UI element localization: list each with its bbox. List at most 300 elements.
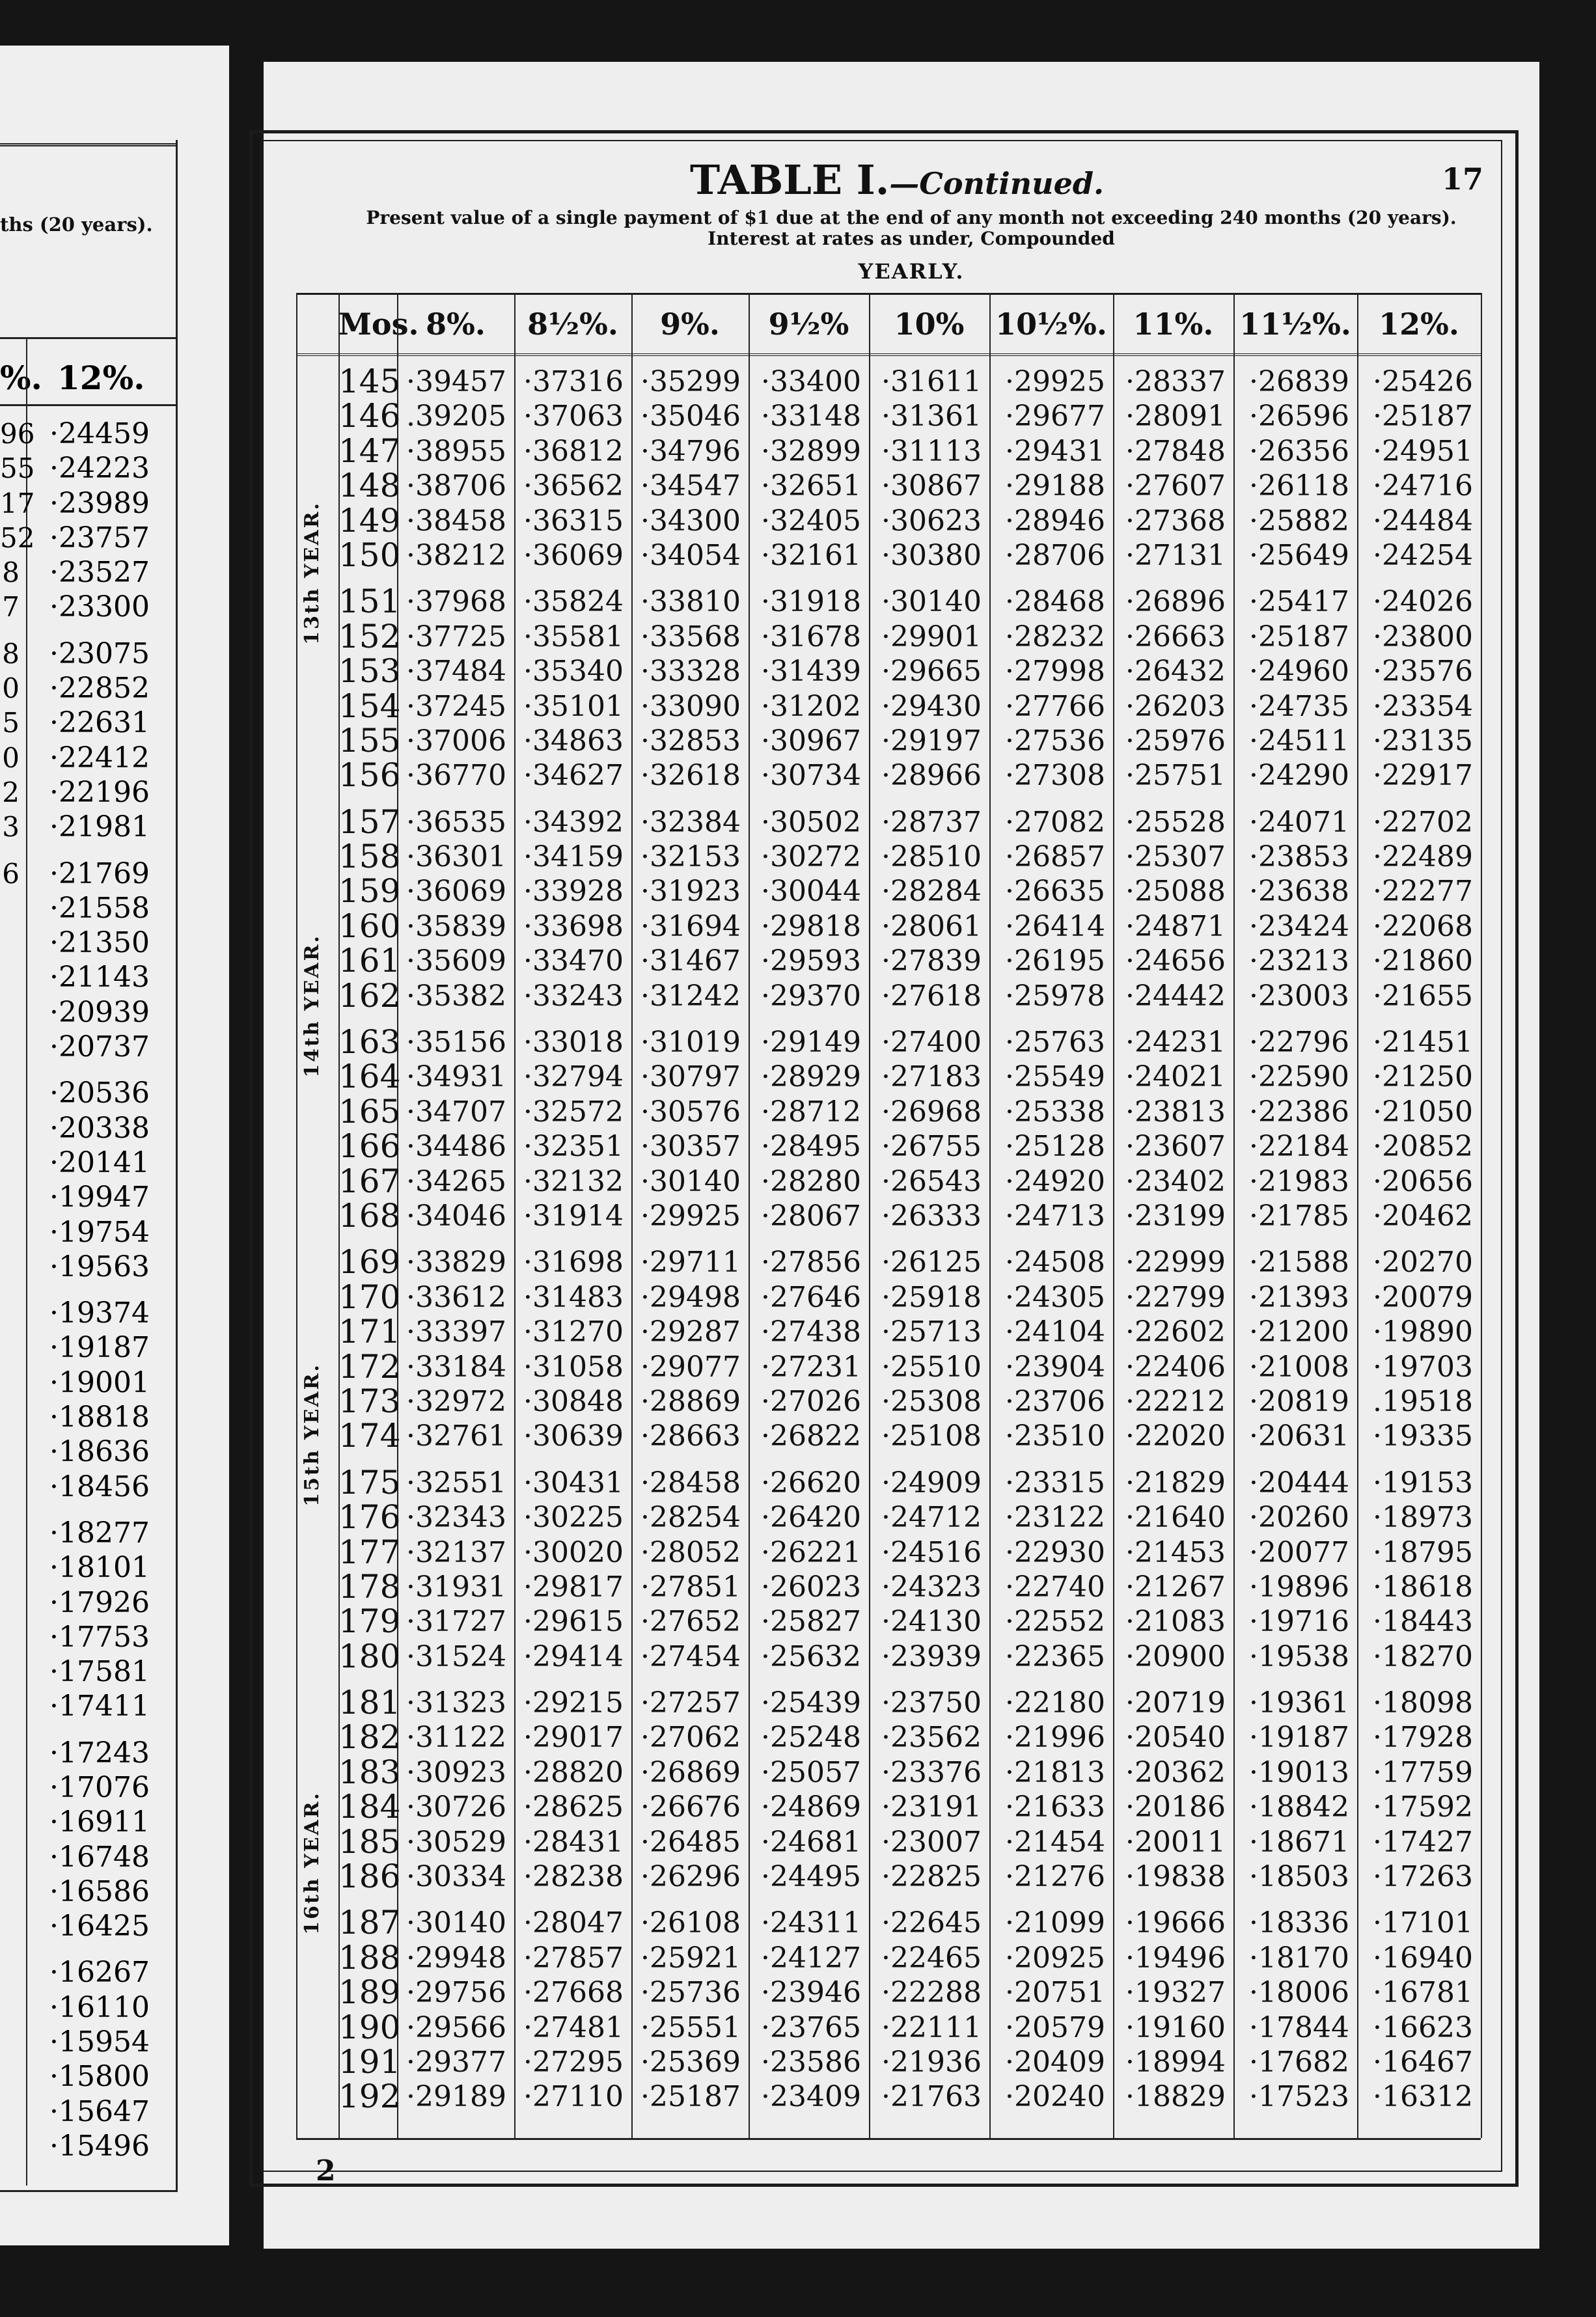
value-cell: ·32161 (761, 538, 861, 572)
month-cell: 178 (338, 1567, 401, 1606)
value-cell: ·31727 (406, 1605, 506, 1639)
value-cell: ·23424 (1249, 909, 1349, 943)
value-cell: ·24951 (1373, 434, 1473, 468)
value-cell: ·24656 (1125, 944, 1226, 978)
previous-page-cell: 52 (0, 521, 35, 554)
value-cell: ·32405 (761, 504, 861, 538)
month-cell: 167 (338, 1162, 401, 1200)
previous-page-cell: ·17243 (49, 1736, 150, 1770)
value-cell: ·16467 (1373, 2045, 1473, 2079)
value-cell: ·21276 (1005, 1860, 1105, 1894)
value-cell: ·24130 (881, 1605, 982, 1639)
value-cell: ·30140 (640, 1164, 741, 1198)
month-cell: 188 (338, 1938, 401, 1977)
value-cell: ·31361 (881, 400, 982, 433)
previous-page-cell (0, 1111, 20, 1145)
value-cell: ·23191 (881, 1790, 982, 1824)
previous-page-cell (0, 891, 20, 925)
value-cell: ·30967 (761, 724, 861, 758)
month-cell: 168 (338, 1196, 401, 1235)
value-cell: ·34486 (406, 1130, 506, 1164)
value-cell: ·29431 (1005, 434, 1105, 468)
value-cell: ·23003 (1249, 979, 1349, 1013)
value-cell: ·37968 (406, 585, 506, 619)
month-cell: 147 (338, 432, 401, 470)
value-cell: ·34159 (523, 840, 624, 874)
value-cell: ·34046 (406, 1199, 506, 1233)
previous-page-header-row (0, 337, 176, 406)
page-number: 17 (1442, 161, 1484, 197)
value-cell: ·33397 (406, 1315, 506, 1349)
value-cell: ·20852 (1373, 1130, 1473, 1164)
value-cell: ·18795 (1373, 1535, 1473, 1569)
value-cell: ·32351 (523, 1130, 624, 1164)
column-header-9: 12%. (1379, 307, 1459, 342)
value-cell: ·23315 (1005, 1466, 1105, 1500)
value-cell: ·22277 (1373, 875, 1473, 909)
previous-page-cell: ·20536 (49, 1076, 150, 1110)
value-cell: ·20719 (1125, 1686, 1226, 1720)
value-cell: ·27062 (640, 1721, 741, 1755)
previous-page-cell: 2 (2, 776, 20, 808)
year-label: 15th YEAR. (301, 1362, 323, 1507)
previous-page-cell: 17 (0, 487, 35, 519)
value-cell: ·27481 (523, 2010, 624, 2044)
value-cell: ·21200 (1249, 1315, 1349, 1349)
value-cell: ·24104 (1005, 1315, 1105, 1349)
previous-page-cell (0, 1805, 20, 1839)
value-cell: ·24305 (1005, 1280, 1105, 1314)
value-cell: ·25426 (1373, 365, 1473, 398)
previous-page-cell: ·16110 (49, 1990, 150, 2024)
value-cell: ·27839 (881, 944, 982, 978)
previous-page-column-b (26, 417, 150, 2163)
value-cell: ·27295 (523, 2045, 624, 2079)
month-cell: 157 (338, 802, 401, 841)
value-cell: ·24681 (761, 1825, 861, 1859)
value-cell: ·22406 (1125, 1350, 1226, 1384)
value-cell: ·28091 (1125, 400, 1226, 433)
value-cell: ·31483 (523, 1280, 624, 1314)
value-cell: ·28067 (761, 1199, 861, 1233)
value-cell: ·35340 (523, 655, 624, 689)
value-cell: ·26676 (640, 1790, 741, 1824)
month-cell: 148 (338, 467, 401, 505)
value-cell: ·21250 (1373, 1060, 1473, 1094)
value-cell: ·26296 (640, 1860, 741, 1894)
value-cell: ·32651 (761, 469, 861, 503)
value-cell: ·24026 (1373, 585, 1473, 619)
month-cell: 155 (338, 721, 401, 760)
value-cell: ·27536 (1005, 724, 1105, 758)
value-cell: ·20362 (1125, 1755, 1226, 1789)
value-cell: ·24231 (1125, 1026, 1226, 1060)
value-cell: ·17928 (1373, 1721, 1473, 1755)
table-bottom-rule (296, 2138, 1481, 2140)
value-cell: ·26822 (761, 1419, 861, 1453)
value-cell: ·25632 (761, 1639, 861, 1673)
month-cell: 165 (338, 1092, 401, 1131)
month-cell: 170 (338, 1278, 401, 1316)
month-cell: 153 (338, 652, 401, 691)
previous-page-top-rule (0, 143, 176, 146)
value-cell: .39205 (406, 400, 506, 433)
value-cell: ·26414 (1005, 909, 1105, 943)
column-header-0: Mos. (338, 307, 419, 342)
value-cell: ·20011 (1125, 1825, 1226, 1859)
previous-page-cell (0, 960, 20, 994)
previous-page-cell (0, 2025, 20, 2059)
previous-page-cell: 3 (2, 811, 20, 843)
previous-page-cell: ·17753 (49, 1620, 150, 1654)
value-cell: ·23939 (881, 1639, 982, 1673)
value-cell: ·26023 (761, 1570, 861, 1604)
previous-page-cell: ·15647 (49, 2094, 150, 2128)
value-cell: ·32551 (406, 1466, 506, 1500)
previous-page-header-a: %. (0, 359, 42, 397)
value-cell: ·25338 (1005, 1095, 1105, 1129)
value-cell: ·18170 (1249, 1941, 1349, 1975)
value-cell: ·21829 (1125, 1466, 1226, 1500)
value-cell: ·25763 (1005, 1026, 1105, 1060)
value-cell: ·23135 (1373, 724, 1473, 758)
previous-page-cell: ·17411 (49, 1690, 150, 1723)
value-cell: ·20751 (1005, 1976, 1105, 2010)
value-cell: ·25976 (1125, 724, 1226, 758)
value-cell: ·25057 (761, 1755, 861, 1789)
value-cell: ·26620 (761, 1466, 861, 1500)
value-cell: ·31524 (406, 1639, 506, 1673)
value-cell: ·30867 (881, 469, 982, 503)
previous-page-cell (0, 1250, 20, 1284)
month-cell: 187 (338, 1904, 401, 1942)
previous-page-cell: ·15954 (49, 2025, 150, 2059)
value-cell: ·32899 (761, 434, 861, 468)
previous-page-cell (0, 1365, 20, 1400)
previous-page-cell (0, 1400, 20, 1434)
previous-page-cell (0, 1874, 20, 1909)
previous-page-cell: ·21769 (49, 857, 150, 890)
value-cell: ·22068 (1373, 909, 1473, 943)
previous-page-caption: ths (20 years). (0, 213, 153, 236)
value-cell: ·23904 (1005, 1350, 1105, 1384)
previous-page-cell (0, 1215, 20, 1250)
value-cell: ·29756 (406, 1976, 506, 2010)
previous-page-cell (0, 1296, 20, 1330)
value-cell: ·22552 (1005, 1605, 1105, 1639)
value-cell: ·36770 (406, 759, 506, 793)
value-cell: ·24909 (881, 1466, 982, 1500)
value-cell: ·23853 (1249, 840, 1349, 874)
value-cell: ·26118 (1249, 469, 1349, 503)
value-cell: ·21050 (1373, 1095, 1473, 1129)
value-cell: ·28495 (761, 1130, 861, 1164)
value-cell: ·28510 (881, 840, 982, 874)
value-cell: ·21785 (1249, 1199, 1349, 1233)
value-cell: ·31242 (640, 979, 741, 1013)
value-cell: ·37245 (406, 689, 506, 723)
value-cell: ·21267 (1125, 1570, 1226, 1604)
previous-page-cell: ·18636 (49, 1435, 150, 1469)
value-cell: ·26485 (640, 1825, 741, 1859)
value-cell: ·17592 (1373, 1790, 1473, 1824)
month-cell: 158 (338, 838, 401, 876)
value-cell: ·37006 (406, 724, 506, 758)
signature-mark: 2 (316, 2154, 336, 2187)
value-cell: ·31202 (761, 689, 861, 723)
value-cell: ·24442 (1125, 979, 1226, 1013)
month-cell: 189 (338, 1973, 401, 2012)
value-cell: ·25307 (1125, 840, 1226, 874)
value-cell: ·29215 (523, 1686, 624, 1720)
rate-column-4 (749, 364, 861, 2115)
value-cell: ·26356 (1249, 434, 1349, 468)
value-cell: ·20819 (1249, 1384, 1349, 1418)
value-cell: ·29615 (523, 1605, 624, 1639)
value-cell: ·19890 (1373, 1315, 1473, 1349)
month-cell: 172 (338, 1347, 401, 1386)
month-cell: 152 (338, 617, 401, 655)
previous-page-cell: ·15800 (49, 2060, 150, 2094)
value-cell: ·23402 (1125, 1164, 1226, 1198)
value-cell: ·26221 (761, 1535, 861, 1569)
value-cell: ·25417 (1249, 585, 1349, 619)
column-divider (1481, 293, 1482, 2138)
previous-page-cell (0, 1736, 20, 1770)
value-cell: ·18098 (1373, 1686, 1473, 1720)
value-cell: ·33568 (640, 620, 741, 653)
previous-page-cell: ·18818 (49, 1401, 150, 1434)
value-cell: ·26968 (881, 1095, 982, 1129)
value-cell: ·36535 (406, 805, 506, 839)
value-cell: ·21454 (1005, 1825, 1105, 1859)
previous-page-cell: ·21350 (49, 926, 150, 960)
value-cell: ·27308 (1005, 759, 1105, 793)
value-cell: ·28706 (1005, 538, 1105, 572)
previous-page-cell (0, 1909, 20, 1943)
value-cell: ·33148 (761, 400, 861, 433)
value-cell: ·23638 (1249, 875, 1349, 909)
value-cell: ·26635 (1005, 875, 1105, 909)
value-cell: ·23122 (1005, 1501, 1105, 1535)
value-cell: ·29287 (640, 1315, 741, 1349)
value-cell: ·33328 (640, 655, 741, 689)
column-header-5: 10% (894, 307, 965, 342)
value-cell: ·17759 (1373, 1755, 1473, 1789)
value-cell: ·26896 (1125, 585, 1226, 619)
value-cell: ·24735 (1249, 689, 1349, 723)
value-cell: ·32853 (640, 724, 741, 758)
value-cell: ·24516 (881, 1535, 982, 1569)
value-cell: ·33698 (523, 909, 624, 943)
value-cell: ·30529 (406, 1825, 506, 1859)
previous-page-cell (0, 1470, 20, 1504)
value-cell: ·26108 (640, 1906, 741, 1940)
value-cell: ·33928 (523, 875, 624, 909)
value-cell: ·36562 (523, 469, 624, 503)
value-cell: ·27607 (1125, 469, 1226, 503)
previous-page-cell (0, 925, 20, 960)
value-cell: ·25187 (640, 2080, 741, 2114)
value-cell: ·33090 (640, 689, 741, 723)
month-cell: 179 (338, 1602, 401, 1641)
value-cell: ·28712 (761, 1095, 861, 1129)
value-cell: ·29817 (523, 1570, 624, 1604)
month-cell: 161 (338, 942, 401, 980)
previous-page-cell: ·17581 (49, 1655, 150, 1689)
previous-page-cell (0, 1076, 20, 1110)
value-cell: ·26543 (881, 1164, 982, 1198)
previous-page-cell (0, 1145, 20, 1180)
rate-column-8 (1233, 364, 1349, 2115)
value-cell: ·29566 (406, 2010, 506, 2044)
value-cell: ·35101 (523, 689, 624, 723)
value-cell: ·35839 (406, 909, 506, 943)
value-cell: ·30639 (523, 1419, 624, 1453)
value-cell: ·25551 (640, 2010, 741, 2044)
previous-page-cell: ·19187 (49, 1331, 150, 1365)
previous-page-cell: ·20338 (49, 1111, 150, 1145)
value-cell: ·17263 (1373, 1860, 1473, 1894)
value-cell: ·22590 (1249, 1060, 1349, 1094)
value-cell: .19518 (1373, 1384, 1473, 1418)
value-cell: ·26755 (881, 1130, 982, 1164)
previous-page-cell: ·16267 (49, 1956, 150, 1990)
value-cell: ·29925 (1005, 365, 1105, 398)
value-cell: ·32972 (406, 1384, 506, 1418)
value-cell: ·31923 (640, 875, 741, 909)
month-cell: 164 (338, 1058, 401, 1096)
previous-page-cell: ·19754 (49, 1215, 150, 1249)
value-cell: ·32343 (406, 1501, 506, 1535)
value-cell: ·25549 (1005, 1060, 1105, 1094)
previous-page-cell (0, 1955, 20, 1990)
value-cell: ·30431 (523, 1466, 624, 1500)
value-cell: ·24960 (1249, 655, 1349, 689)
value-cell: ·25751 (1125, 759, 1226, 793)
value-cell: ·25308 (881, 1384, 982, 1418)
month-cell: 192 (338, 2077, 401, 2116)
value-cell: ·21083 (1125, 1605, 1226, 1639)
value-cell: ·23586 (761, 2045, 861, 2079)
previous-page-cell: ·23989 (49, 486, 150, 520)
value-cell: ·28929 (761, 1060, 861, 1094)
previous-page-cell: ·17926 (49, 1585, 150, 1619)
value-cell: ·21393 (1249, 1280, 1349, 1314)
value-cell: ·26420 (761, 1501, 861, 1535)
value-cell: ·23765 (761, 2010, 861, 2044)
value-cell: ·20900 (1125, 1639, 1226, 1673)
value-cell: ·28468 (1005, 585, 1105, 619)
previous-page-cell (0, 1840, 20, 1874)
previous-page-cell (0, 1434, 20, 1469)
value-cell: ·19703 (1373, 1350, 1473, 1384)
value-cell: ·31914 (523, 1199, 624, 1233)
previous-page-cell (0, 1770, 20, 1805)
value-cell: ·22212 (1125, 1384, 1226, 1418)
previous-page-cell (0, 2059, 20, 2094)
value-cell: ·25978 (1005, 979, 1105, 1013)
table-title-continued: —Continued. (889, 166, 1105, 201)
month-cell: 180 (338, 1637, 401, 1675)
value-cell: ·34054 (640, 538, 741, 572)
value-cell: ·23706 (1005, 1384, 1105, 1418)
value-cell: ·24713 (1005, 1199, 1105, 1233)
value-cell: ·22999 (1125, 1246, 1226, 1280)
value-cell: ·27110 (523, 2080, 624, 2114)
value-cell: ·25510 (881, 1350, 982, 1384)
value-cell: ·25918 (881, 1280, 982, 1314)
value-cell: ·26596 (1249, 400, 1349, 433)
value-cell: ·20260 (1249, 1501, 1349, 1535)
value-cell: ·18671 (1249, 1825, 1349, 1859)
value-cell: ·23576 (1373, 655, 1473, 689)
value-cell: ·20079 (1373, 1280, 1473, 1314)
previous-page-header-divider (26, 339, 27, 404)
value-cell: ·28047 (523, 1906, 624, 1940)
value-cell: ·23800 (1373, 620, 1473, 653)
previous-page-cell (0, 1990, 20, 2025)
value-cell: ·27400 (881, 1026, 982, 1060)
value-cell: ·34931 (406, 1060, 506, 1094)
value-cell: ·31678 (761, 620, 861, 653)
value-cell: ·33184 (406, 1350, 506, 1384)
value-cell: ·23562 (881, 1721, 982, 1755)
value-cell: ·21099 (1005, 1906, 1105, 1940)
month-cell: 154 (338, 687, 401, 725)
rate-column-9 (1357, 364, 1473, 2115)
value-cell: ·18503 (1249, 1860, 1349, 1894)
value-cell: ·31270 (523, 1315, 624, 1349)
value-cell: ·31122 (406, 1721, 506, 1755)
value-cell: ·30380 (881, 538, 982, 572)
value-cell: ·27856 (761, 1246, 861, 1280)
value-cell: ·27766 (1005, 689, 1105, 723)
value-cell: ·24071 (1249, 805, 1349, 839)
value-cell: ·24254 (1373, 538, 1473, 572)
value-cell: ·27851 (640, 1570, 741, 1604)
value-cell: ·30797 (640, 1060, 741, 1094)
previous-page-cell: ·22196 (49, 775, 150, 809)
month-cell: 163 (338, 1023, 401, 1062)
table-title-main: TABLE I. (690, 156, 890, 204)
value-cell: ·27646 (761, 1280, 861, 1314)
value-cell: ·26203 (1125, 689, 1226, 723)
table-caption-line-2: Interest at rates as under, Compounded (708, 228, 1115, 249)
previous-page-cell: ·21143 (49, 961, 150, 994)
value-cell: ·34392 (523, 805, 624, 839)
previous-page-cell: ·24459 (49, 417, 150, 450)
value-cell: ·31113 (881, 434, 982, 468)
value-cell: ·32384 (640, 805, 741, 839)
column-header-2: 8½%. (527, 307, 618, 342)
previous-page-cell: ·16586 (49, 1874, 150, 1908)
value-cell: ·29149 (761, 1026, 861, 1060)
month-cell: 160 (338, 907, 401, 945)
value-cell: ·18994 (1125, 2045, 1226, 2079)
value-cell: ·26839 (1249, 365, 1349, 398)
value-cell: ·25187 (1373, 400, 1473, 433)
value-cell: ·31323 (406, 1686, 506, 1720)
value-cell: ·30225 (523, 1501, 624, 1535)
previous-page-cell: ·18456 (49, 1470, 150, 1503)
value-cell: ·18336 (1249, 1906, 1349, 1940)
value-cell: ·28869 (640, 1384, 741, 1418)
month-cell: 149 (338, 501, 401, 540)
value-cell: ·21936 (881, 2045, 982, 2079)
value-cell: ·25921 (640, 1941, 741, 1975)
month-cell: 166 (338, 1127, 401, 1166)
